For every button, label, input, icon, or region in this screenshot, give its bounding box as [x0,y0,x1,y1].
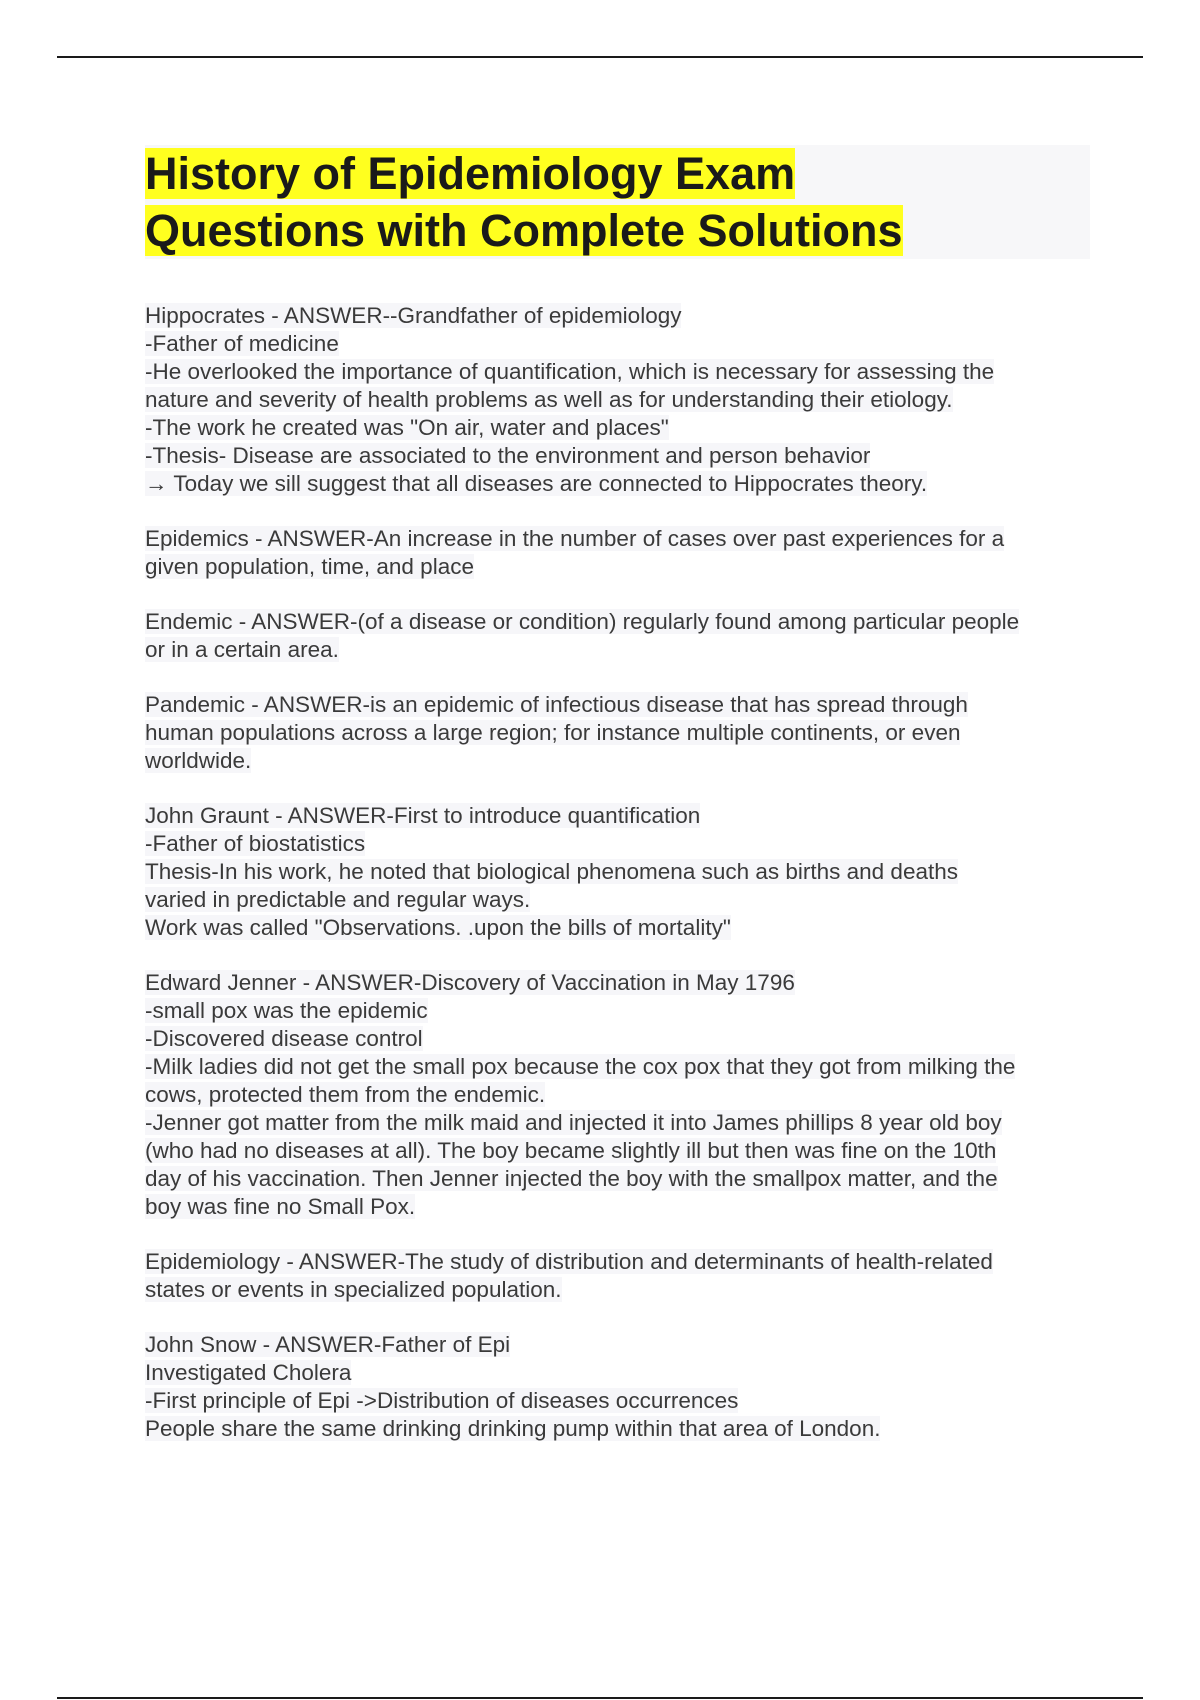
entry-answer-line [145,1109,1095,1137]
line-text: John Snow - ANSWER-Father of Epi [145,1332,511,1357]
entry-answer-line [145,747,1095,775]
entry-answer-line [145,1137,1095,1165]
line-text: human populations across a large region; for instance multiple continents, or even [145,720,961,745]
qa-entry [145,525,1095,581]
line-text: -small pox was the epidemic [145,998,428,1023]
qa-entry [145,1248,1095,1304]
line-text: -Discovered disease control [145,1026,423,1051]
line-text: John Graunt - ANSWER-First to introduce quantification [145,803,701,828]
entry-answer-line [145,997,1095,1025]
entry-answer-line [145,719,1095,747]
line-text: Endemic - ANSWER-(of a disease or condition) regularly found among particular people [145,609,1020,634]
line-text: -He overlooked the importance of quantification, which is necessary for assessing the [145,359,995,384]
line-text: varied in predictable and regular ways. [145,887,531,912]
line-text: → Today we sill suggest that all diseases are connected to Hippocrates theory. [145,471,928,496]
line-text: Epidemiology - ANSWER-The study of distribution and determinants of health-related [145,1249,993,1274]
line-text: -Father of biostatistics [145,831,366,856]
entry-answer-line [145,1415,1095,1443]
entry-term-line [145,608,1095,636]
line-text: (who had no diseases at all). The boy became slightly ill but then was fine on the 10th [145,1138,997,1163]
line-text: cows, protected them from the endemic. [145,1082,546,1107]
entry-term-line [145,1248,1095,1276]
qa-entry [145,608,1095,664]
entry-answer-line [145,914,1095,942]
entry-answer-line [145,858,1095,886]
entry-answer-line [145,1276,1095,1304]
entry-term-line [145,802,1095,830]
line-text: states or events in specialized population. [145,1277,562,1302]
bottom-rule [57,1697,1143,1699]
line-text: Epidemics - ANSWER-An increase in the number of cases over past experiences for a [145,526,1005,551]
line-text: day of his vaccination. Then Jenner injected the boy with the smallpox matter, and the [145,1166,998,1191]
line-text: -Father of medicine [145,331,339,356]
line-text: People share the same drinking drinking pump within that area of London. [145,1416,881,1441]
line-text: -The work he created was "On air, water and places" [145,415,669,440]
entry-answer-line [145,1359,1095,1387]
entry-answer-line [145,414,1095,442]
line-text: Thesis-In his work, he noted that biological phenomena such as births and deaths [145,859,958,884]
line-text: -Jenner got matter from the milk maid and injected it into James phillips 8 year old boy [145,1110,1002,1135]
entry-answer-line [145,330,1095,358]
entry-term-line [145,691,1095,719]
entry-term-line [145,302,1095,330]
line-text: -Milk ladies did not get the small pox because the cox pox that they got from milking the [145,1054,1016,1079]
top-rule [57,56,1143,58]
entry-answer-line [145,442,1095,470]
line-text: Investigated Cholera [145,1360,352,1385]
line-text: worldwide. [145,748,252,773]
entry-answer-line [145,358,1095,386]
line-text: Hippocrates - ANSWER--Grandfather of epidemiology [145,303,682,328]
line-text: -First principle of Epi ->Distribution of diseases occurrences [145,1388,739,1413]
entry-answer-line [145,1053,1095,1081]
entry-term-line [145,525,1095,553]
line-text: boy was fine no Small Pox. [145,1194,416,1219]
entry-answer-line [145,1025,1095,1053]
entry-answer-line [145,386,1095,414]
document-title [145,145,1090,259]
title-line-1: History of Epidemiology Exam [145,148,796,199]
document-body [145,302,1095,1470]
qa-entry [145,691,1095,775]
line-text: Edward Jenner - ANSWER-Discovery of Vaccination in May 1796 [145,970,795,995]
line-text: Work was called "Observations. .upon the bills of mortality" [145,915,731,940]
entry-answer-line [145,830,1095,858]
title-block [145,145,1090,259]
entry-answer-line [145,886,1095,914]
line-text: Pandemic - ANSWER-is an epidemic of infectious disease that has spread through [145,692,968,717]
qa-entry [145,802,1095,942]
line-text: -Thesis- Disease are associated to the environment and person behavior [145,443,871,468]
qa-entry [145,1331,1095,1443]
entry-answer-line [145,470,1095,498]
entry-answer-line [145,1165,1095,1193]
entry-answer-line [145,553,1095,581]
line-text: nature and severity of health problems as well as for understanding their etiology. [145,387,953,412]
entry-term-line [145,969,1095,997]
entry-answer-line [145,1193,1095,1221]
entry-term-line [145,1331,1095,1359]
line-text: given population, time, and place [145,554,474,579]
line-text: or in a certain area. [145,637,339,662]
qa-entry [145,969,1095,1221]
qa-entry [145,302,1095,498]
entry-answer-line [145,636,1095,664]
entry-answer-line [145,1387,1095,1415]
title-line-2: Questions with Complete Solutions [145,205,903,256]
entry-answer-line [145,1081,1095,1109]
